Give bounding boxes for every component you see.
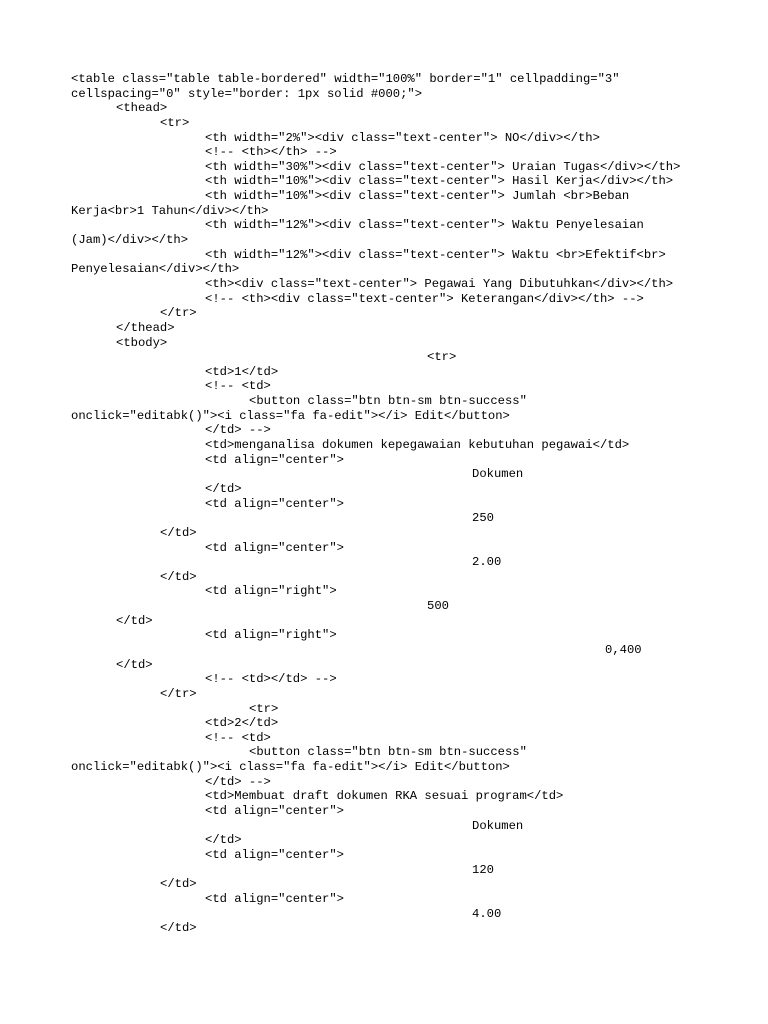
- code-line: <td align="right">: [205, 584, 337, 599]
- code-line: </td>: [116, 657, 153, 672]
- code-line: 250: [472, 511, 494, 526]
- code-line: <!-- <td>: [205, 730, 271, 745]
- code-line: <td align="right">: [205, 628, 337, 643]
- code-line: <td align="center">: [205, 540, 344, 555]
- code-line: (Jam)</div></th>: [71, 233, 189, 248]
- code-line: Kerja<br>1 Tahun</div></th>: [71, 203, 269, 218]
- code-line: <td align="center">: [205, 804, 344, 819]
- code-line: 2.00: [472, 555, 502, 570]
- code-line: </td> -->: [205, 423, 271, 438]
- code-line: 4.00: [472, 906, 502, 921]
- code-line: <td>Membuat draft dokumen RKA sesuai program</td>: [205, 789, 564, 804]
- code-line: <!-- <th><div class="text-center"> Keterangan</div></th> -->: [205, 291, 644, 306]
- code-line: <thead>: [116, 101, 168, 116]
- code-line: <tr>: [427, 350, 457, 365]
- code-line: 500: [427, 599, 449, 614]
- code-line: </td> -->: [205, 774, 271, 789]
- code-line: <td align="center">: [205, 496, 344, 511]
- code-line: <td align="center">: [205, 847, 344, 862]
- code-line: <td>menganalisa dokumen kepegawaian kebutuhan pegawai</td>: [205, 438, 630, 453]
- code-line: </td>: [205, 833, 242, 848]
- code-line: <td align="center">: [205, 891, 344, 906]
- code-line: </td>: [205, 481, 242, 496]
- code-line: <tbody>: [116, 335, 168, 350]
- code-line: <!-- <td></td> -->: [205, 672, 337, 687]
- code-line: <th width="30%"><div class="text-center"> Uraian Tugas</div></th>: [205, 159, 681, 174]
- code-line: <!-- <th></th> -->: [205, 145, 337, 160]
- code-line: </tr>: [160, 306, 197, 321]
- code-line: <th width="12%"><div class="text-center"> Waktu Penyelesaian: [205, 218, 644, 233]
- code-line: </td>: [160, 569, 197, 584]
- code-line: Dokumen: [472, 467, 524, 482]
- code-line: </tr>: [160, 686, 197, 701]
- code-line: <td align="center">: [205, 452, 344, 467]
- code-line: <tr>: [160, 115, 190, 130]
- code-line: <table class="table table-bordered" width="100%" border="1" cellpadding="3": [71, 72, 620, 86]
- code-line: onclick="editabk()"><i class="fa fa-edit"></i> Edit</button>: [71, 408, 510, 423]
- code-line: </td>: [160, 921, 197, 936]
- code-line: <tr>: [249, 701, 279, 716]
- code-line: <!-- <td>: [205, 379, 271, 394]
- code-line: </td>: [160, 877, 197, 892]
- code-line: <th width="10%"><div class="text-center"> Jumlah <br>Beban: [205, 189, 630, 204]
- code-line: <button class="btn btn-sm btn-success": [249, 745, 527, 760]
- code-line: <th width="2%"><div class="text-center"> NO</div></th>: [205, 130, 600, 145]
- code-line: </td>: [160, 525, 197, 540]
- code-line: cellspacing="0" style="border: 1px solid #000;">: [71, 86, 423, 101]
- code-line: Dokumen: [472, 818, 524, 833]
- code-line: <td>2</td>: [205, 716, 279, 731]
- code-line: <td>1</td>: [205, 364, 279, 379]
- code-line: onclick="editabk()"><i class="fa fa-edit"></i> Edit</button>: [71, 760, 510, 775]
- code-line: <button class="btn btn-sm btn-success": [249, 394, 527, 409]
- code-line: </td>: [116, 613, 153, 628]
- code-line: </thead>: [116, 320, 175, 335]
- code-line: <th width="12%"><div class="text-center"> Waktu <br>Efektif<br>: [205, 247, 666, 262]
- code-line: Penyelesaian</div></th>: [71, 262, 240, 277]
- source-code-text: [71, 72, 711, 936]
- code-line: 0,400: [605, 642, 642, 657]
- code-line: <th width="10%"><div class="text-center"> Hasil Kerja</div></th>: [205, 174, 674, 189]
- code-line: <th><div class="text-center"> Pegawai Yang Dibutuhkan</div></th>: [205, 276, 674, 291]
- code-line: 120: [472, 862, 494, 877]
